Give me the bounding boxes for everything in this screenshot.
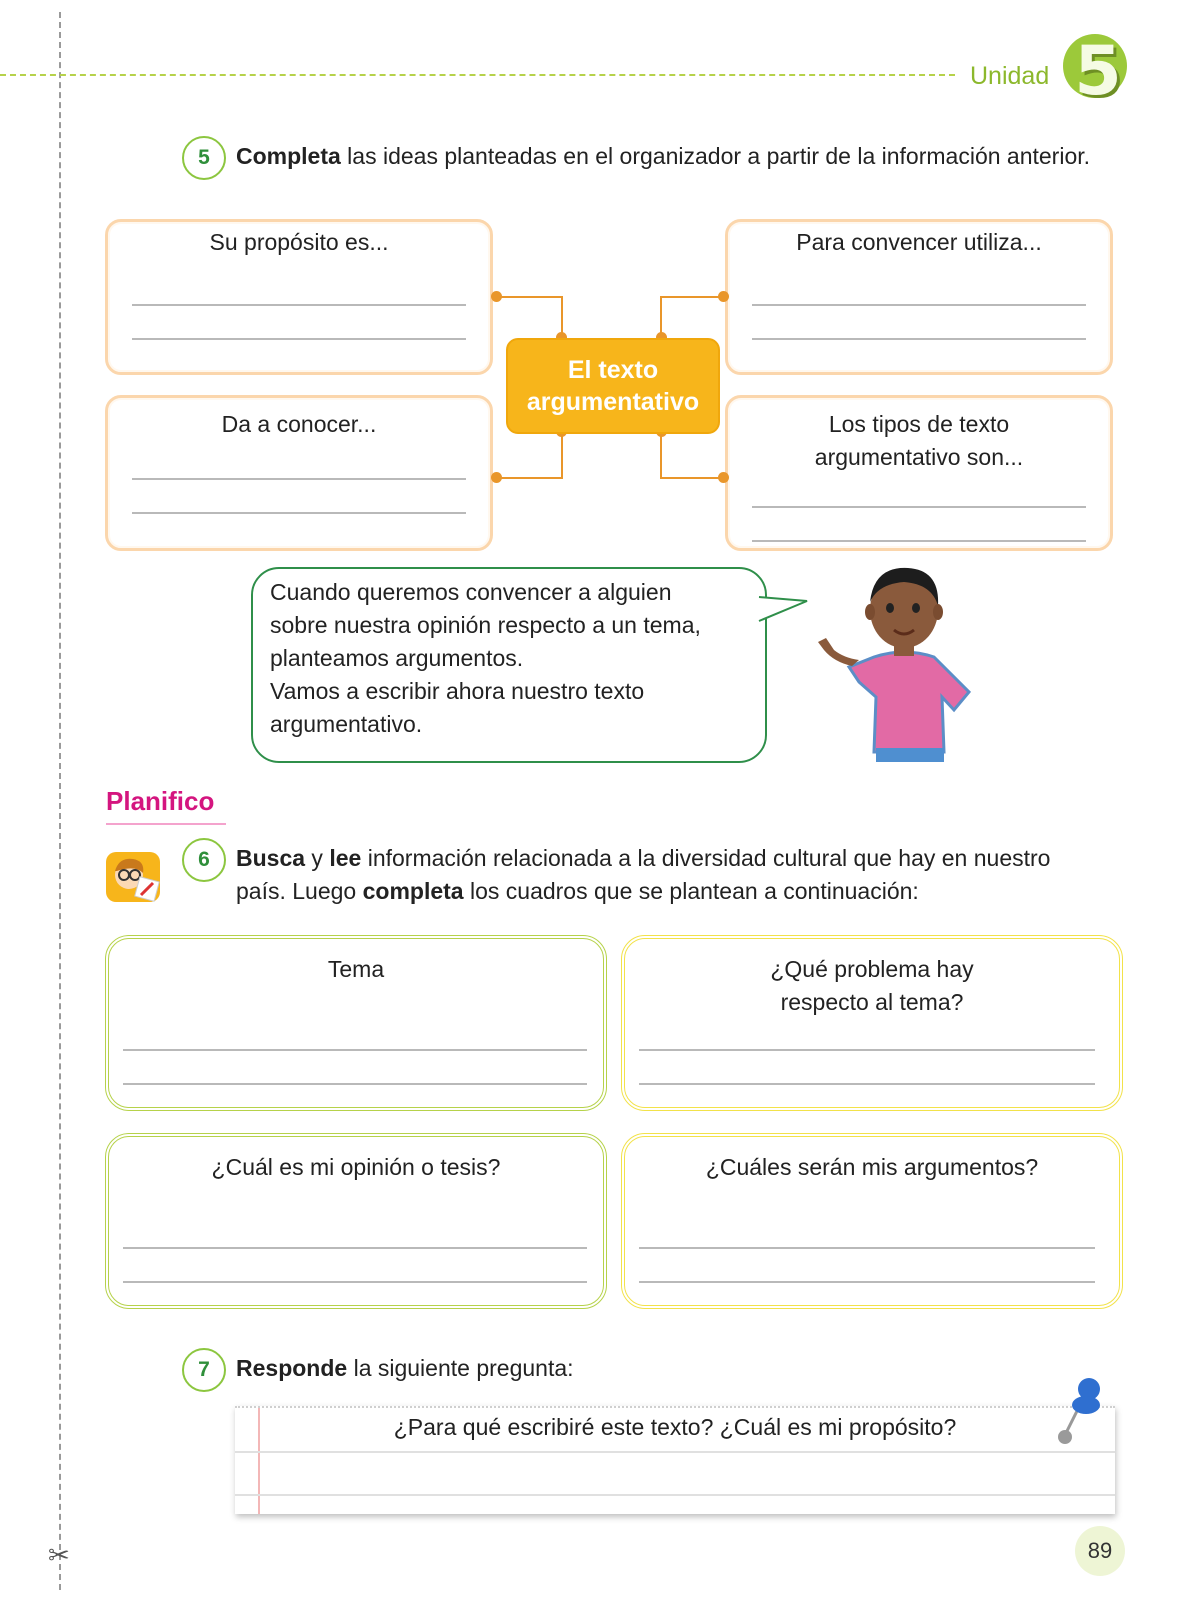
box-label: respecto al tema?	[780, 989, 964, 1015]
write-line	[123, 1281, 587, 1283]
answer-note-paper[interactable]	[235, 1406, 1115, 1514]
note-question: ¿Para qué escribiré este texto? ¿Cuál es mi propósito?	[393, 1414, 957, 1440]
write-line	[639, 1247, 1095, 1249]
unit-label: Unidad	[970, 62, 1050, 90]
write-line	[752, 540, 1086, 542]
write-line	[132, 304, 466, 306]
scissors-icon: ✂	[48, 1540, 70, 1570]
box-label: Los tipos de texto	[828, 411, 1010, 437]
organizer-box-types[interactable]	[725, 395, 1113, 551]
connector-line	[660, 432, 727, 479]
connector-dot	[718, 291, 729, 302]
speech-bubble-tail	[755, 595, 810, 625]
cut-line	[59, 12, 61, 1590]
write-line	[123, 1083, 587, 1085]
activity5-instruction: Completa las ideas planteadas en el organizador a partir de la información anterior.	[236, 143, 1091, 169]
bubble-line: Vamos a escribir ahora nuestro texto	[270, 678, 645, 704]
box-label: argumentativo son...	[814, 444, 1024, 470]
connector-line	[494, 296, 563, 338]
bubble-line: argumentativo.	[270, 711, 423, 737]
box-label: ¿Cuáles serán mis argumentos?	[705, 1154, 1039, 1180]
pushpin-icon	[1055, 1375, 1105, 1447]
box-label: Para convencer utiliza...	[796, 229, 1042, 255]
reader-icon	[105, 851, 161, 903]
write-line	[752, 304, 1086, 306]
speech-bubble-text	[270, 576, 750, 741]
activity-number-7: 7	[182, 1348, 226, 1392]
connector-line	[660, 296, 727, 338]
box-label: ¿Cuál es mi opinión o tesis?	[211, 1154, 501, 1180]
write-line	[132, 338, 466, 340]
box-label: Su propósito es...	[209, 229, 389, 255]
box-label: ¿Qué problema hay	[770, 956, 974, 982]
planning-box-arguments[interactable]	[621, 1133, 1123, 1309]
bubble-line: planteamos argumentos.	[270, 645, 524, 671]
write-line	[123, 1049, 587, 1051]
activity-number-5: 5	[182, 136, 226, 180]
note-rule-line	[235, 1494, 1115, 1496]
write-line	[752, 506, 1086, 508]
planning-box-problem[interactable]	[621, 935, 1123, 1111]
center-label-line2: argumentativo	[526, 388, 700, 416]
unit-number: 5	[1074, 32, 1122, 111]
planning-box-topic[interactable]	[105, 935, 607, 1111]
center-label-line1: El texto	[567, 356, 659, 384]
organizer-box-purpose[interactable]	[105, 219, 493, 375]
write-line	[639, 1281, 1095, 1283]
connector-line	[494, 432, 563, 479]
header-dashed-line	[0, 74, 955, 76]
activity7-instruction: Responde la siguiente pregunta:	[236, 1355, 574, 1381]
boy-illustration	[804, 562, 1004, 762]
page-number: 89	[1075, 1526, 1125, 1576]
organizer-box-reveals[interactable]	[105, 395, 493, 551]
box-label: Tema	[327, 956, 385, 982]
note-rule-line	[235, 1451, 1115, 1453]
organizer-center	[506, 338, 720, 434]
planning-box-opinion[interactable]	[105, 1133, 607, 1309]
organizer-box-convince[interactable]	[725, 219, 1113, 375]
write-line	[123, 1247, 587, 1249]
connector-dot	[491, 472, 502, 483]
write-line	[752, 338, 1086, 340]
box-label: Da a conocer...	[221, 411, 377, 437]
write-line	[132, 478, 466, 480]
connector-dot	[718, 472, 729, 483]
activity6-instruction: Busca y lee información relacionada a la diversidad cultural que hay en nuestro país. Luego completa los cuadros que se plantean a continuación:	[236, 845, 1051, 904]
bubble-line: sobre nuestra opinión respecto a un tema,	[270, 612, 701, 638]
bubble-line: Cuando queremos convencer a alguien	[270, 579, 672, 605]
section-title-underline	[106, 823, 226, 825]
activity-number-6: 6	[182, 838, 226, 882]
write-line	[639, 1083, 1095, 1085]
section-title: Planifico	[106, 786, 215, 816]
write-line	[639, 1049, 1095, 1051]
connector-dot	[491, 291, 502, 302]
write-line	[132, 512, 466, 514]
